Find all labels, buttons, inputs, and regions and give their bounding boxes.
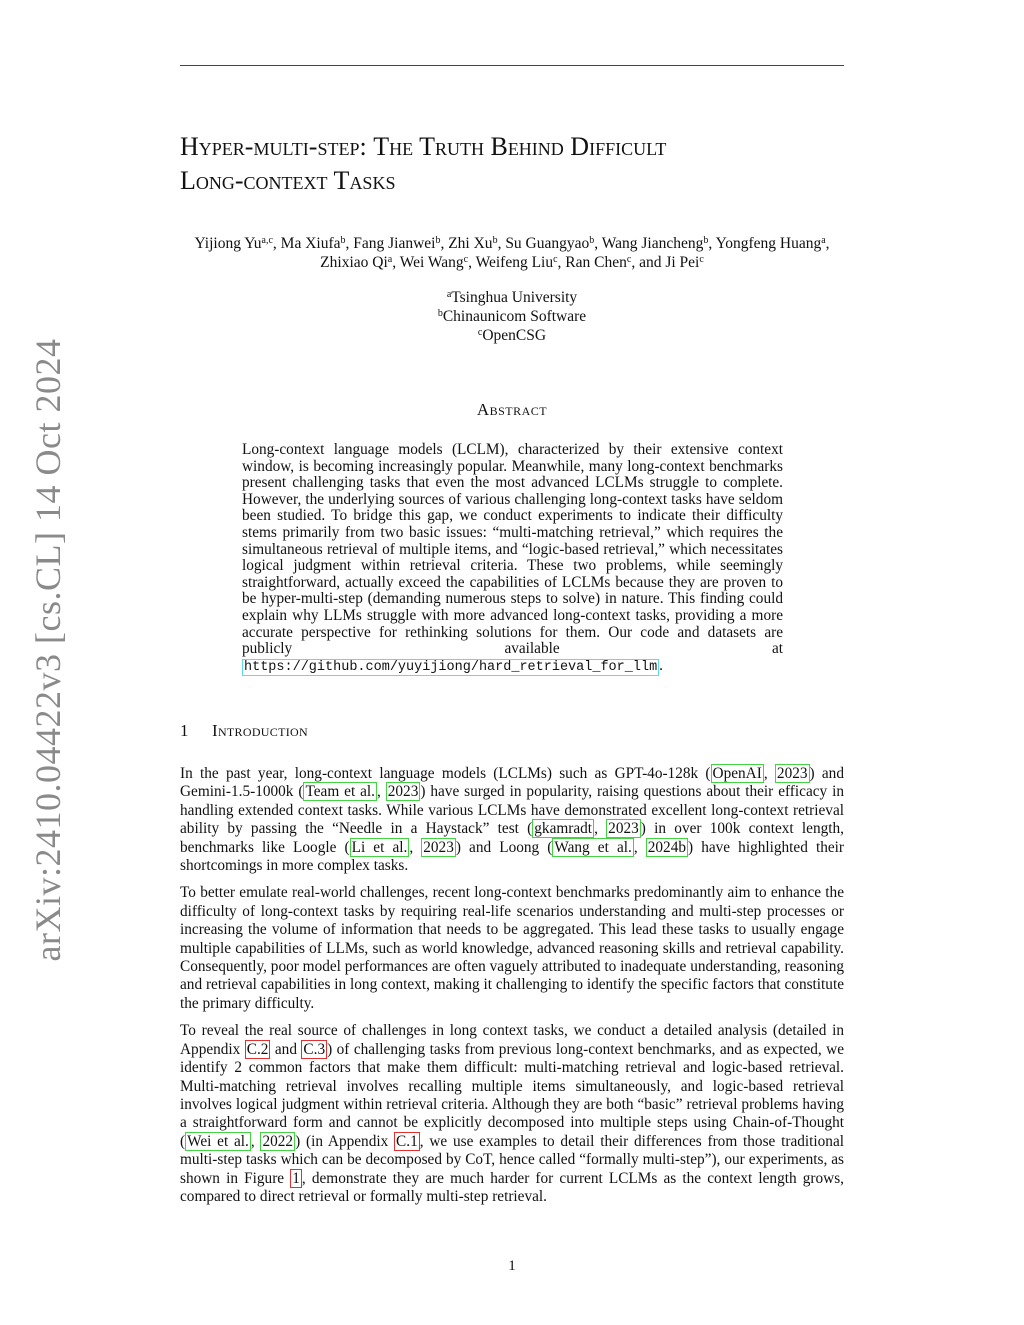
affiliation: $^a$Tsinghua University	[446, 289, 578, 306]
paper-title	[180, 130, 860, 198]
citation-link[interactable]: 2023	[387, 783, 419, 801]
citation-link[interactable]: gkamradt	[534, 820, 593, 838]
section-number: 1	[180, 721, 189, 740]
author: Su Guangyao	[505, 235, 590, 252]
paragraph: In the past year, long-context language models (LCLMs) such as GPT-4o-128k ( OpenAI , 2023 ) and Gemini-1.5-1000k ( Team et al. , 2023 ) have surged in popularity, raising questions about their efficacy in handling extended context tasks. While various LCLMs have demonstrated excellent long-context retrieval ability by passing the “Needle in a Haystack” test ( gkamradt , 2023 ) in over 100k context length, benchmarks like Loogle ( Li et al. , 2023 ) and Loong ( Wang et al. , 2024b ) have highlighted their shortcomings in more complex tasks.	[180, 765, 845, 875]
top-rule	[180, 65, 844, 66]
title-separator: :	[359, 132, 374, 161]
appendix-ref-link[interactable]: C.3	[303, 1040, 326, 1058]
citation-link[interactable]: Wei et al.	[187, 1132, 249, 1150]
arxiv-sidebar-stamp: arXiv:2410.04422v3 [cs.CL] 14 Oct 2024	[28, 338, 68, 962]
title-part-2: The Truth Behind Difficult	[373, 132, 667, 161]
section-heading-introduction	[180, 721, 308, 741]
author: Wei Wang	[399, 254, 464, 271]
abstract-heading: Abstract	[476, 400, 548, 419]
citation-link[interactable]: Wang et al.	[554, 838, 632, 856]
abstract-text: Long-context language models (LCLM), characterized by their extensive context window, is becoming increasingly popular. Meanwhile, many long-context benchmarks present challenging tasks that even the most advanced LCLMs struggle to complete. However, the underlying sources of various challenging long-context tasks have seldom been studied. To bridge this gap, we conduct experiments to indicate their difficulty stems primarily from two basic issues: “multi-matching retrieval,” which requires the simultaneous retrieval of multiple items, and “logic-based retrieval,” which necessitates logical judgment within retrieval criteria. These two problems, while seemingly straightforward, actually exceed the capabilities of LCLMs because they are proven to be hyper-multi-step (demanding numerous steps to solve) in nature. This finding could explain why LLMs struggle with more advanced long-context tasks, providing a more accurate perspective for rethinking solutions for them. Our code and datasets are publicly available at	[242, 441, 783, 658]
author: Ran Chen	[565, 254, 627, 271]
author: Weifeng Liu	[475, 254, 554, 271]
author: Zhixiao Qi	[320, 254, 388, 271]
title-part-1: Hyper-multi-step	[180, 132, 360, 161]
citation-link[interactable]: 2023	[776, 765, 808, 782]
citation-link[interactable]: Li et al.	[351, 838, 408, 856]
abstract-body: Long-context language models (LCLM), characterized by their extensive context window, is becoming increasingly popular. Meanwhile, many long-context benchmarks present challenging tasks that even the most advanced LCLMs struggle to complete. However, the underlying sources of various challenging long-context tasks have seldom been studied. To bridge this gap, we conduct experiments to indicate their difficulty stems primarily from two basic issues: “multi-matching retrieval,” which requires the simultaneous retrieval of multiple items, and “logic-based retrieval,” which necessitates logical judgment within retrieval criteria. These two problems, while seemingly straightforward, actually exceed the capabilities of LCLMs because they are proven to be hyper-multi-step (demanding numerous steps to solve) in nature. This finding could explain why LLMs struggle with more advanced long-context tasks, providing a more accurate perspective for rethinking solutions for them. Our code and datasets are publicly available at https://github.com/yuyijiong/hard_retrieval_for_llm .	[242, 441, 783, 675]
author: Zhi Xu	[448, 235, 493, 252]
appendix-ref-link[interactable]: C.1	[396, 1132, 418, 1150]
introduction-body	[180, 765, 844, 1215]
section-title: Introduction	[212, 721, 308, 740]
author: Ma Xiufa	[280, 235, 341, 252]
author: Fang Jianwei	[353, 235, 436, 252]
author: Wang Jiancheng	[601, 235, 704, 252]
citation-link[interactable]: 2023	[423, 838, 454, 856]
citation-link[interactable]: 2023	[608, 820, 639, 838]
affiliation: $^c$OpenCSG	[477, 327, 547, 344]
title-line-2: Long-context Tasks	[180, 166, 396, 195]
citation-link[interactable]: Team et al.	[305, 783, 375, 801]
citation-link[interactable]: OpenAI	[712, 765, 762, 782]
paragraph: To reveal the real source of challenges in long context tasks, we conduct a detailed analysis (detailed in Appendix C.2 and C.3 ) of challenging tasks from previous long-context benchmarks, and as expected, we identify 2 common factors that make them difficult: multi-matching retrieval and logic-based retrieval. Multi-matching retrieval involves recalling multiple items simultaneously, and logic-based retrieval involves logical judgment within retrieval criteria. Although they are both “basic” retrieval problems having a straightforward form and cannot be explicitly decomposed into multiple steps using Chain-of-Thought ( Wei et al. , 2022 ) (in Appendix C.1 , we use examples to detail their differences from those traditional multi-step tasks which can be decomposed by CoT, hence called “formally multi-step”), our experiments, as shown in Figure 1 , demonstrate they are much harder for current LCLMs as the context length grows, compared to direct retrieval or formally multi-step retrieval.	[180, 1022, 844, 1205]
author: Ji Pei	[665, 254, 700, 271]
affiliation: $^b$Chinaunicom Software	[437, 308, 587, 325]
repository-link[interactable]: https://github.com/yuyijiong/hard_retrieval_for_llm	[244, 659, 658, 675]
page-number: 1	[508, 1258, 516, 1274]
affiliation-list	[180, 288, 844, 345]
author: Yijiong Yu	[194, 235, 262, 252]
appendix-ref-link[interactable]: C.2	[246, 1040, 269, 1058]
citation-link[interactable]: 2024b	[647, 838, 686, 856]
figure-ref-link[interactable]: 1	[292, 1169, 300, 1187]
citation-link[interactable]: 2022	[262, 1132, 294, 1150]
author-list: Yijiong Yu$^{a,c}$, Ma Xiufa$^b$, Fang Jianwei$^b$, Zhi Xu$^b$, Su Guangyao$^b$, Wang Jiancheng$^b$, Yongfeng Huang$^a$, Zhixiao Qi$^a$, Wei Wang$^c$, Weifeng Liu$^c$, Ran Chen$^c$, and Ji Pei$^c$	[194, 235, 830, 271]
paragraph: To better emulate real-world challenges, recent long-context benchmarks predominantly aim to enhance the difficulty of long-context tasks by requiring real-life scenarios understanding and multi-step processes or increasing the volume of information that needs to be aggregated. This lead these tasks to usually engage multiple capabilities of LLMs, such as world knowledge, advanced reasoning skills and retrieval capability. Consequently, poor model performances are often vaguely attributed to inadequate understanding, reasoning and retrieval capabilities in long context, making it challenging to identify the specific factors that constitute the primary difficulty.	[180, 884, 844, 1012]
author: Yongfeng Huang	[715, 235, 822, 252]
